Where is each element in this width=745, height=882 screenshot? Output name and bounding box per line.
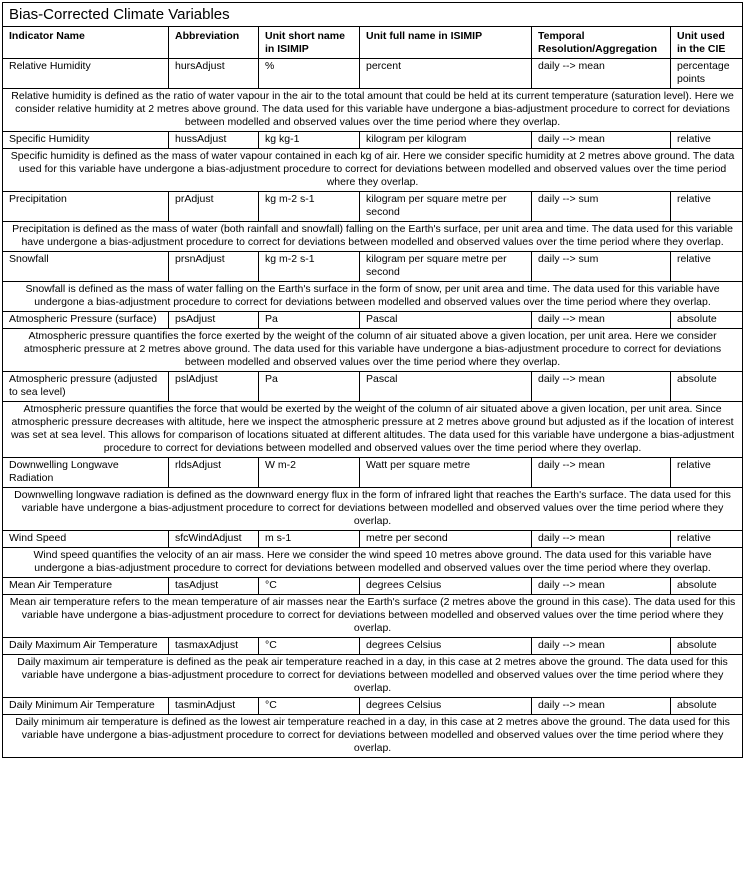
indicator-name-cell: Atmospheric Pressure (surface) bbox=[3, 312, 169, 329]
abbreviation-cell: tasmaxAdjust bbox=[169, 638, 259, 655]
indicator-name-cell: Daily Minimum Air Temperature bbox=[3, 698, 169, 715]
climate-variables-sheet bbox=[2, 2, 742, 758]
unit-full-cell: degrees Celsius bbox=[360, 638, 532, 655]
indicator-name-cell: Wind Speed bbox=[3, 531, 169, 548]
indicator-name-cell: Atmospheric pressure (adjusted to sea level) bbox=[3, 372, 169, 402]
indicator-name-cell: Precipitation bbox=[3, 192, 169, 222]
temporal-cell: daily --> mean bbox=[532, 59, 671, 89]
header-unit-full-name: Unit full name in ISIMIP bbox=[360, 27, 532, 59]
unit-full-cell: Pascal bbox=[360, 372, 532, 402]
temporal-cell: daily --> mean bbox=[532, 458, 671, 488]
temporal-cell: daily --> mean bbox=[532, 531, 671, 548]
indicator-name-cell: Mean Air Temperature bbox=[3, 578, 169, 595]
description-row bbox=[3, 715, 743, 758]
unit-short-cell: m s-1 bbox=[259, 531, 360, 548]
abbreviation-cell: sfcWindAdjust bbox=[169, 531, 259, 548]
indicator-name-cell: Downwelling Longwave Radiation bbox=[3, 458, 169, 488]
variable-description: Specific humidity is defined as the mass of water vapour contained in each kg of air. Here we consider specific humidity at 2 metres above ground. The data used for this variable have undergone a bias-adjustment procedure to correct for deviations between modelled and observed values over the time period where they overlap. bbox=[3, 149, 743, 192]
abbreviation-cell: prsnAdjust bbox=[169, 252, 259, 282]
abbreviation-cell: rldsAdjust bbox=[169, 458, 259, 488]
header-cie-unit: Unit used in the CIE bbox=[671, 27, 743, 59]
temporal-cell: daily --> sum bbox=[532, 252, 671, 282]
variable-description: Atmospheric pressure quantifies the force exerted by the weight of the column of air situated above a given location, per unit area. Here we consider atmospheric pressure at 2 metres above ground. The data used for this variable have undergone a bias-adjustment procedure to correct for deviations between modelled and observed values over the time period where they overlap. bbox=[3, 329, 743, 372]
header-unit-short-name: Unit short name in ISIMIP bbox=[259, 27, 360, 59]
indicator-name-cell: Specific Humidity bbox=[3, 132, 169, 149]
abbreviation-cell: tasminAdjust bbox=[169, 698, 259, 715]
table-row bbox=[3, 458, 743, 488]
variable-description: Precipitation is defined as the mass of water (both rainfall and snowfall) falling on the Earth's surface, per unit area and time. The data used for this variable have undergone a bias-adjustment procedure to correct for deviations between modelled and observed values over the time period where they overlap. bbox=[3, 222, 743, 252]
description-row bbox=[3, 329, 743, 372]
table-row bbox=[3, 132, 743, 149]
variable-description: Snowfall is defined as the mass of water falling on the Earth's surface in the form of snow, per unit area and time. The data used for this variable have undergone a bias-adjustment procedure to correct for deviations between modelled and observed values over the time period where they overlap. bbox=[3, 282, 743, 312]
unit-full-cell: kilogram per kilogram bbox=[360, 132, 532, 149]
cie-unit-cell: absolute bbox=[671, 372, 743, 402]
table-row bbox=[3, 698, 743, 715]
cie-unit-cell: absolute bbox=[671, 698, 743, 715]
cie-unit-cell: relative bbox=[671, 458, 743, 488]
table-body bbox=[3, 59, 743, 758]
description-row bbox=[3, 282, 743, 312]
unit-full-cell: metre per second bbox=[360, 531, 532, 548]
table-row bbox=[3, 252, 743, 282]
indicator-name-cell: Daily Maximum Air Temperature bbox=[3, 638, 169, 655]
unit-full-cell: kilogram per square metre per second bbox=[360, 192, 532, 222]
header-abbreviation: Abbreviation bbox=[169, 27, 259, 59]
variable-description: Wind speed quantifies the velocity of an air mass. Here we consider the wind speed 10 metres above ground. The data used for this variable have undergone a bias-adjustment procedure to correct for deviations between modelled and observed values over the time period where they overlap. bbox=[3, 548, 743, 578]
header-indicator-name: Indicator Name bbox=[3, 27, 169, 59]
unit-short-cell: °C bbox=[259, 698, 360, 715]
description-row bbox=[3, 149, 743, 192]
cie-unit-cell: absolute bbox=[671, 312, 743, 329]
temporal-cell: daily --> mean bbox=[532, 132, 671, 149]
cie-unit-cell: absolute bbox=[671, 578, 743, 595]
title-row bbox=[3, 3, 743, 27]
table-title: Bias-Corrected Climate Variables bbox=[3, 3, 743, 27]
cie-unit-cell: percentage points bbox=[671, 59, 743, 89]
table-row bbox=[3, 578, 743, 595]
description-row bbox=[3, 548, 743, 578]
cie-unit-cell: relative bbox=[671, 132, 743, 149]
cie-unit-cell: relative bbox=[671, 531, 743, 548]
unit-short-cell: °C bbox=[259, 578, 360, 595]
table-row bbox=[3, 638, 743, 655]
temporal-cell: daily --> mean bbox=[532, 578, 671, 595]
unit-full-cell: kilogram per square metre per second bbox=[360, 252, 532, 282]
table-row bbox=[3, 531, 743, 548]
cie-unit-cell: relative bbox=[671, 252, 743, 282]
temporal-cell: daily --> mean bbox=[532, 312, 671, 329]
abbreviation-cell: hursAdjust bbox=[169, 59, 259, 89]
unit-short-cell: % bbox=[259, 59, 360, 89]
table-row bbox=[3, 59, 743, 89]
unit-short-cell: kg kg-1 bbox=[259, 132, 360, 149]
unit-full-cell: Watt per square metre bbox=[360, 458, 532, 488]
variable-description: Daily maximum air temperature is defined as the peak air temperature reached in a day, in this case at 2 metres above the ground. The data used for this variable have undergone a bias-adjustment procedure to correct for deviations between modelled and observed values over the time period where they overlap. bbox=[3, 655, 743, 698]
unit-full-cell: Pascal bbox=[360, 312, 532, 329]
unit-short-cell: kg m-2 s-1 bbox=[259, 252, 360, 282]
abbreviation-cell: prAdjust bbox=[169, 192, 259, 222]
temporal-cell: daily --> mean bbox=[532, 638, 671, 655]
cie-unit-cell: relative bbox=[671, 192, 743, 222]
unit-short-cell: kg m-2 s-1 bbox=[259, 192, 360, 222]
variable-description: Mean air temperature refers to the mean temperature of air masses near the Earth's surface (2 metres above the ground in this case). The data used for this variable have undergone a bias-adjustment procedure to correct for deviations between modelled and observed values over the time period where they overlap. bbox=[3, 595, 743, 638]
variable-description: Atmospheric pressure quantifies the force that would be exerted by the weight of the column of air situated above a given location, per unit area. Since atmospheric pressure decreases with altitude, here we inspect the atmospheric pressure at 2 metres above ground but adjusted as if the location of interest was set at sea level. This allows for comparison of locations situated at different altitudes. The data used for this variable have undergone a bias-adjustment procedure to correct for deviations between modelled and observed values over the time period where they overlap. bbox=[3, 402, 743, 458]
temporal-cell: daily --> sum bbox=[532, 192, 671, 222]
variable-description: Relative humidity is defined as the ratio of water vapour in the air to the total amount that could be held at its current temperature (saturation level). Here we consider relative humidity at 2 metres above ground. The data used for this variable have undergone a bias-adjustment procedure to correct for deviations between modelled and observed values over the time period where they overlap. bbox=[3, 89, 743, 132]
description-row bbox=[3, 89, 743, 132]
description-row bbox=[3, 402, 743, 458]
table-row bbox=[3, 312, 743, 329]
temporal-cell: daily --> mean bbox=[532, 698, 671, 715]
abbreviation-cell: psAdjust bbox=[169, 312, 259, 329]
description-row bbox=[3, 655, 743, 698]
unit-short-cell: W m-2 bbox=[259, 458, 360, 488]
temporal-cell: daily --> mean bbox=[532, 372, 671, 402]
variable-description: Downwelling longwave radiation is defined as the downward energy flux in the form of infrared light that reaches the Earth's surface. The data used for this variable have undergone a bias-adjustment procedure to correct for deviations between modelled and observed values over the time period where they overlap. bbox=[3, 488, 743, 531]
unit-full-cell: percent bbox=[360, 59, 532, 89]
abbreviation-cell: tasAdjust bbox=[169, 578, 259, 595]
description-row bbox=[3, 488, 743, 531]
header-row bbox=[3, 27, 743, 59]
abbreviation-cell: hussAdjust bbox=[169, 132, 259, 149]
cie-unit-cell: absolute bbox=[671, 638, 743, 655]
indicator-name-cell: Snowfall bbox=[3, 252, 169, 282]
unit-full-cell: degrees Celsius bbox=[360, 578, 532, 595]
description-row bbox=[3, 222, 743, 252]
table-row bbox=[3, 192, 743, 222]
description-row bbox=[3, 595, 743, 638]
abbreviation-cell: pslAdjust bbox=[169, 372, 259, 402]
unit-short-cell: °C bbox=[259, 638, 360, 655]
table-row bbox=[3, 372, 743, 402]
header-temporal-resolution: Temporal Resolution/Aggregation bbox=[532, 27, 671, 59]
variable-description: Daily minimum air temperature is defined as the lowest air temperature reached in a day, in this case at 2 metres above the ground. The data used for this variable have undergone a bias-adjustment procedure to correct for deviations between modelled and observed values over the time period where they overlap. bbox=[3, 715, 743, 758]
variables-table bbox=[2, 2, 743, 758]
unit-full-cell: degrees Celsius bbox=[360, 698, 532, 715]
unit-short-cell: Pa bbox=[259, 372, 360, 402]
unit-short-cell: Pa bbox=[259, 312, 360, 329]
indicator-name-cell: Relative Humidity bbox=[3, 59, 169, 89]
